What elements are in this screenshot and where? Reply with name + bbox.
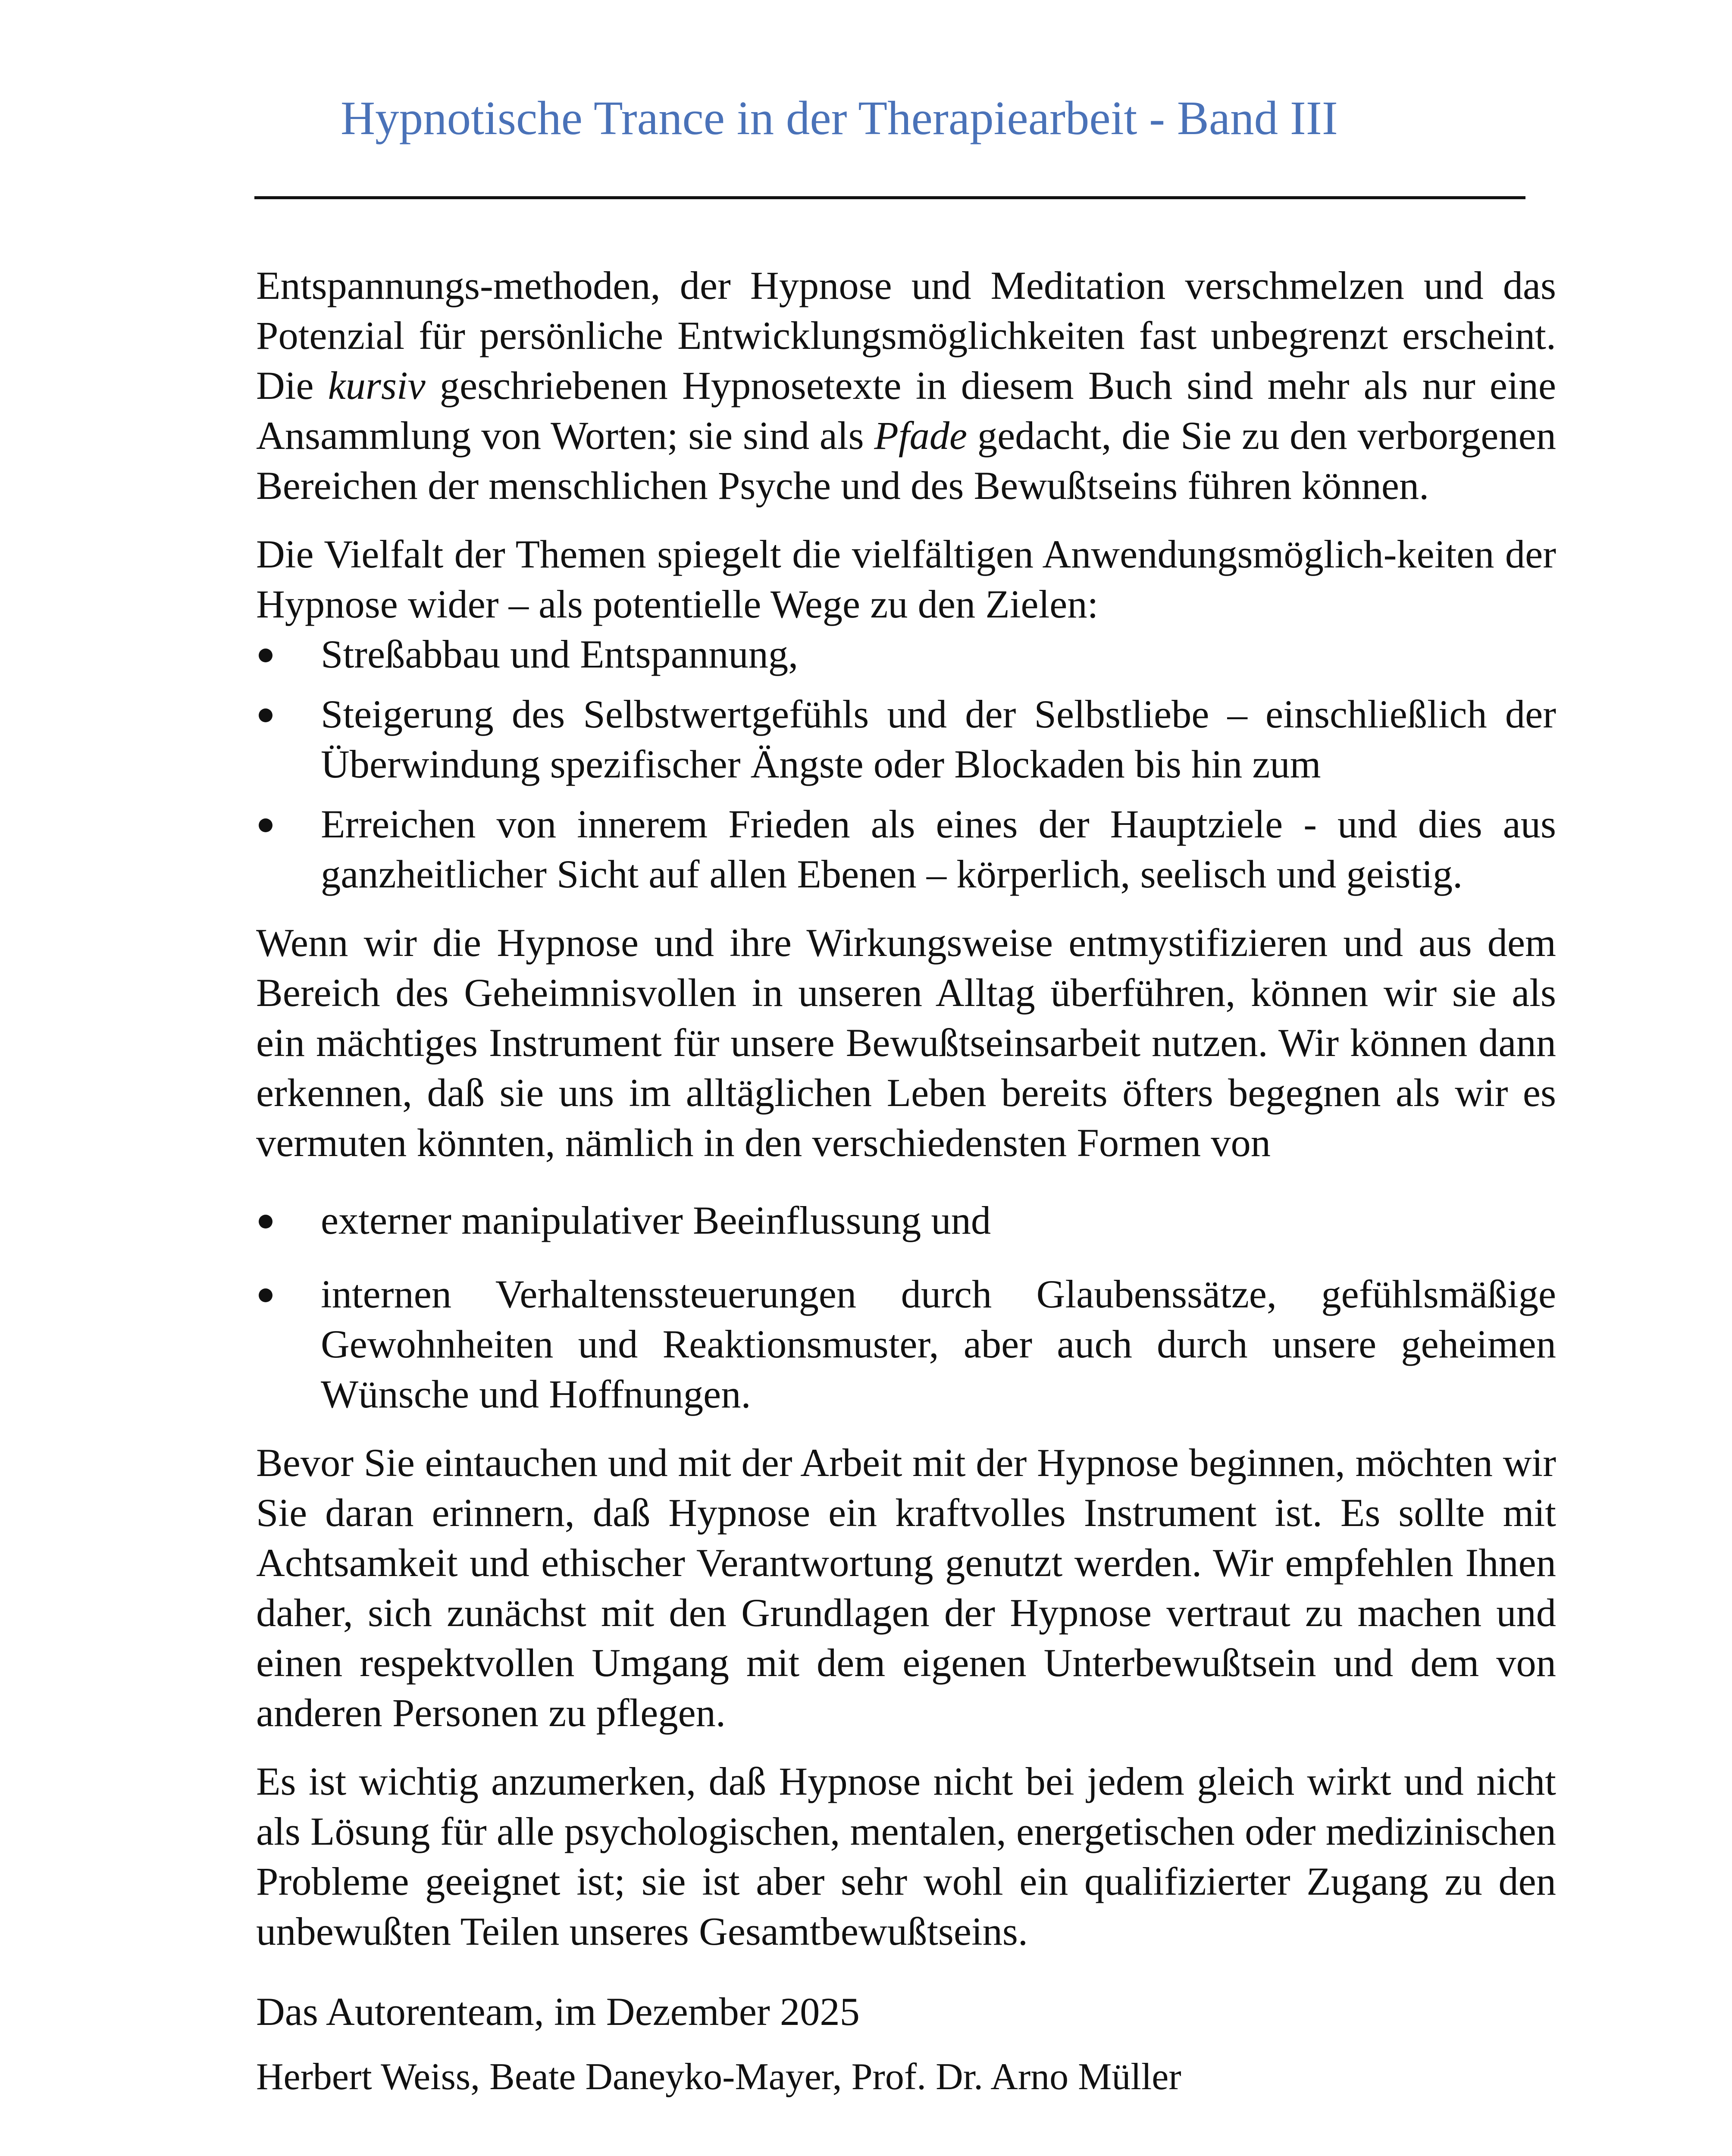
list-item [256, 799, 1556, 899]
paragraph-themes: Die Vielfalt der Themen spiegelt die vielfältigen Anwendungsmöglich-keiten der Hypnose wider – als potentielle Wege zu den Zielen: [256, 533, 1556, 627]
body-text [256, 261, 1556, 2102]
intro-italic-pfade: Pfade [874, 414, 968, 458]
bullet-icon [259, 1288, 272, 1302]
bullet-icon [259, 818, 272, 832]
paragraph-caution: Bevor Sie eintauchen und mit der Arbeit mit der Hypnose beginnen, möchten wir Sie daran erinnern, daß Hypnose ein kraftvolles Instrument ist. Es sollte mit Achtsamkeit und ethischer Verantwortung genutzt werden. Wir empfehlen Ihnen daher, sich zunächst mit den Grundlagen der Hypnose vertraut zu machen und einen respektvollen Umgang mit dem eigenen Unterbewußtsein und dem von anderen Personen zu pflegen. [256, 1441, 1556, 1735]
paragraph-limitations: Es ist wichtig anzumerken, daß Hypnose nicht bei jedem gleich wirkt und nicht als Lösung für alle psychologischen, mentalen, energetischen oder medizinischen Probleme geeignet ist; sie ist aber sehr wohl ein qualifizierter Zugang zu den unbewußten Teilen unseres Gesamtbewußtseins. [256, 1760, 1556, 1954]
goals-list [256, 630, 1556, 899]
bullet-icon [259, 649, 272, 662]
list-item [256, 689, 1556, 790]
bullet-icon [259, 1215, 272, 1228]
list-item [256, 1196, 1556, 1246]
influence-list [256, 1196, 1556, 1420]
intro-text-part-1: Entspannungs-methoden, der Hypnose und Meditation verschmelzen und das Potenzial für persönliche Entwicklungsmöglichkeiten fast unbegrenzt erscheint. Die [256, 264, 1556, 408]
intro-text-part-3: gedacht, die Sie zu den verborgenen Bereichen der menschlichen Psyche und des Bewußtseins führen können. [256, 414, 1556, 508]
list-item [256, 630, 1556, 680]
list-item-text: Erreichen von innerem Frieden als eines der Hauptziele - und dies aus ganzheitlicher Sicht auf allen Ebenen – körperlich, seelisch und geistig. [321, 802, 1556, 896]
list-item [256, 1269, 1556, 1420]
paragraph-intro [256, 261, 1556, 511]
intro-text-part-2: geschriebenen Hypnosetexte in diesem Buch sind mehr als nur eine Ansammlung von Worten; sie sind als [256, 364, 1556, 458]
signature-line: Das Autorenteam, im Dezember 2025 [256, 1990, 860, 2034]
header-rule [254, 196, 1525, 199]
author-names: Herbert Weiss, Beate Daneyko-Mayer, Prof. Dr. Arno Müller [256, 2056, 1181, 2098]
list-item-text: externer manipulativer Beeinflussung und [321, 1199, 991, 1243]
intro-italic-kursiv: kursiv [328, 364, 426, 408]
list-item-text: Streßabbau und Entspannung, [321, 633, 799, 677]
list-item-text: internen Verhaltenssteuerungen durch Glaubenssätze, gefühlsmäßige Gewohnheiten und Reaktionsmuster, aber auch durch unsere geheimen Wünsche und Hoffnungen. [321, 1272, 1556, 1416]
running-header-title: Hypnotische Trance in der Therapiearbeit - Band III [341, 92, 1338, 145]
bullet-icon [259, 708, 272, 722]
paragraph-demystify: Wenn wir die Hypnose und ihre Wirkungsweise entmystifizieren und aus dem Bereich des Geheimnisvollen in unseren Alltag überführen, können wir sie als ein mächtiges Instrument für unsere Bewußtseinsarbeit nutzen. Wir können dann erkennen, daß sie uns im alltäglichen Leben bereits öfters begegnen als wir es vermuten könnten, nämlich in den verschiedensten Formen von [256, 921, 1556, 1165]
list-item-text: Steigerung des Selbstwertgefühls und der Selbstliebe – einschließlich der Überwindung spezifischer Ängste oder Blockaden bis hin zum [321, 693, 1556, 787]
